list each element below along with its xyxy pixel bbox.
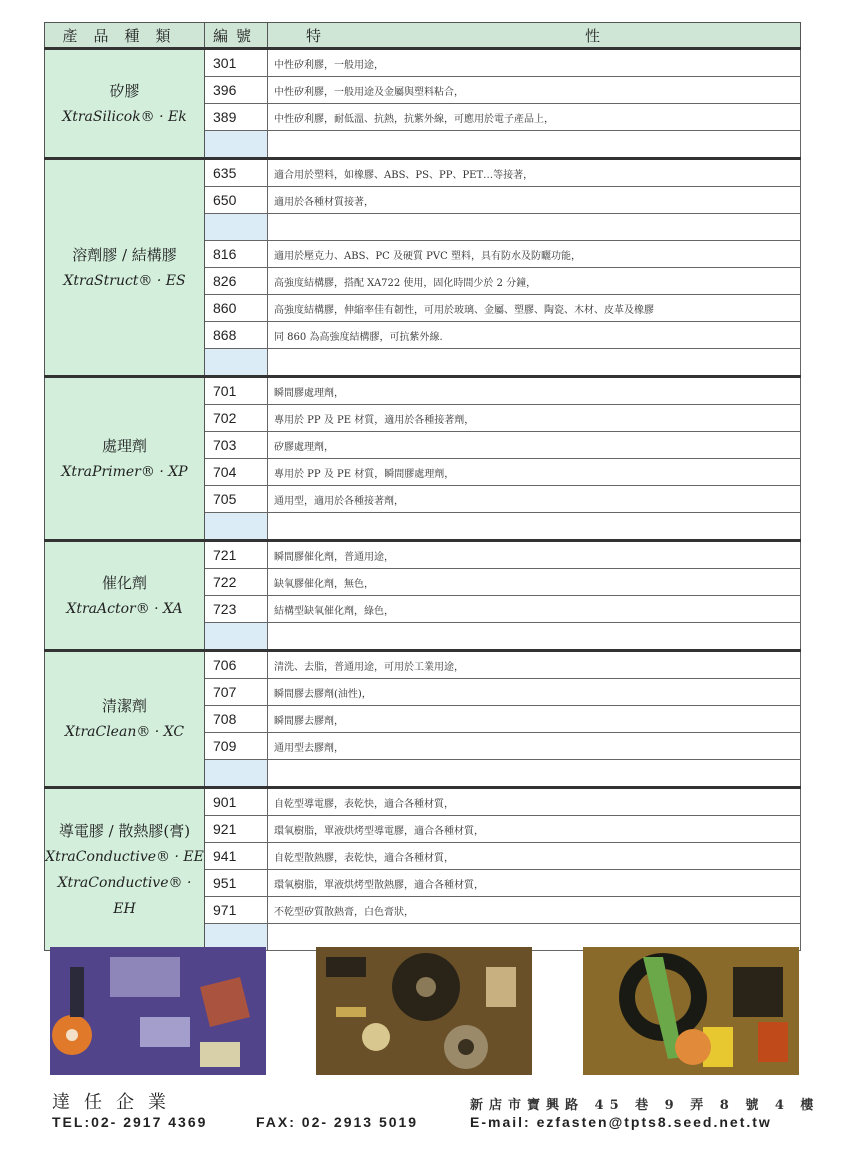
category-cell xyxy=(45,377,205,541)
header-feature xyxy=(268,23,801,49)
product-feature: 缺氧膠催化劑，無色， xyxy=(268,569,801,596)
category-cell xyxy=(45,49,205,159)
product-feature xyxy=(268,760,801,788)
product-feature: 瞬間膠去膠劑(油性)， xyxy=(268,679,801,706)
product-code: 951 xyxy=(205,870,268,897)
category-name: 導電膠 / 散熱膠(膏) xyxy=(58,821,191,840)
product-feature xyxy=(268,214,801,241)
product-code: 701 xyxy=(205,377,268,405)
product-feature xyxy=(268,349,801,377)
table-header-row xyxy=(45,23,801,49)
category-cell xyxy=(45,788,205,951)
product-feature: 專用於 PP 及 PE 材質，瞬間膠處理劑， xyxy=(268,459,801,486)
category-brand: XtraClean® · XC xyxy=(64,724,185,740)
table-body xyxy=(45,49,801,951)
product-code: 723 xyxy=(205,596,268,623)
header-category: 產品種類 xyxy=(45,23,205,49)
table-row xyxy=(45,377,801,405)
table-row xyxy=(45,541,801,569)
product-code: 826 xyxy=(205,268,268,295)
category-cell xyxy=(45,541,205,651)
category-name: 溶劑膠 / 結構膠 xyxy=(72,245,177,264)
product-feature: 中性矽利膠，耐低溫、抗熱，抗紫外線，可應用於電子產品上， xyxy=(268,104,801,131)
product-code: 708 xyxy=(205,706,268,733)
product-code: 702 xyxy=(205,405,268,432)
product-code: 860 xyxy=(205,295,268,322)
product-code: 707 xyxy=(205,679,268,706)
product-code: 650 xyxy=(205,187,268,214)
category-brand: XtraConductive® · EE xyxy=(45,848,204,865)
product-feature: 不乾型矽質散熱膏，白色膏狀， xyxy=(268,897,801,924)
product-code: 921 xyxy=(205,816,268,843)
category-cell xyxy=(45,651,205,788)
category-brand: XtraPrimer® · XP xyxy=(61,463,188,480)
product-code: 706 xyxy=(205,651,268,679)
product-feature: 中性矽利膠，一般用途及金屬與塑料粘合， xyxy=(268,77,801,104)
product-feature: 同 860 為高強度結構膠，可抗紫外線. xyxy=(268,322,801,349)
product-code: 971 xyxy=(205,897,268,924)
product-feature: 適用於各種材質接著， xyxy=(268,187,801,214)
category-name: 清潔劑 xyxy=(101,697,147,715)
product-code: 868 xyxy=(205,322,268,349)
product-feature: 瞬間膠去膠劑， xyxy=(268,706,801,733)
product-code xyxy=(205,131,268,159)
product-feature: 環氧樹脂，單液烘烤型散熱膠，適合各種材質， xyxy=(268,870,801,897)
product-code xyxy=(205,513,268,541)
product-feature: 自乾型導電膠，表乾快，適合各種材質， xyxy=(268,788,801,816)
product-feature: 瞬間膠處理劑， xyxy=(268,377,801,405)
product-feature: 適合用於塑料，如橡膠、ABS、PS、PP、PET…等接著， xyxy=(268,159,801,187)
product-feature: 通用型，適用於各種接著劑， xyxy=(268,486,801,513)
product-feature: 適用於壓克力、ABS、PC 及硬質 PVC 塑料，具有防水及防曬功能， xyxy=(268,241,801,268)
product-feature: 環氧樹脂，單液烘烤型導電膠，適合各種材質， xyxy=(268,816,801,843)
product-code xyxy=(205,760,268,788)
table-row xyxy=(45,788,801,816)
product-feature: 自乾型散熱膠，表乾快，適合各種材質， xyxy=(268,843,801,870)
category-brand: XtraSilicok® · Ek xyxy=(62,108,187,125)
product-code: 721 xyxy=(205,541,268,569)
category-cell xyxy=(45,159,205,377)
product-code: 722 xyxy=(205,569,268,596)
product-code: 301 xyxy=(205,49,268,77)
product-feature: 瞬間膠催化劑，普通用途， xyxy=(268,541,801,569)
category-brand: XtraStruct® · ES xyxy=(63,272,186,289)
product-code: 389 xyxy=(205,104,268,131)
table-row xyxy=(45,651,801,679)
product-feature: 清洗、去脂，普通用途，可用於工業用途， xyxy=(268,651,801,679)
product-feature: 中性矽利膠，一般用途， xyxy=(268,49,801,77)
product-code: 705 xyxy=(205,486,268,513)
table-row xyxy=(45,159,801,187)
product-feature: 高強度結構膠，伸縮率佳有韌性，可用於玻璃、金屬、塑膠、陶瓷、木材、皮革及橡膠 xyxy=(268,295,801,322)
product-code: 704 xyxy=(205,459,268,486)
product-feature xyxy=(268,513,801,541)
header-feature-2: 性 xyxy=(585,26,601,45)
category-name: 矽膠 xyxy=(109,81,140,100)
product-feature xyxy=(268,623,801,651)
product-table-container xyxy=(44,22,800,951)
product-code: 635 xyxy=(205,159,268,187)
product-code xyxy=(205,349,268,377)
product-table xyxy=(44,22,801,951)
phone-number: TEL:02- 2917 4369 xyxy=(52,1114,208,1130)
company-name: 達任企業 xyxy=(52,1092,180,1113)
email-address: E-mail: ezfasten@tpts8.seed.net.tw xyxy=(470,1114,772,1130)
product-code xyxy=(205,214,268,241)
header-code: 編號 xyxy=(205,23,268,49)
product-code: 941 xyxy=(205,843,268,870)
product-feature: 專用於 PP 及 PE 材質，適用於各種接著劑， xyxy=(268,405,801,432)
product-code: 396 xyxy=(205,77,268,104)
product-photo-1 xyxy=(50,947,266,1075)
company-address: 新店市寶興路 45 巷 9 弄 8 號 4 樓 xyxy=(470,1098,820,1113)
product-code: 703 xyxy=(205,432,268,459)
category-name: 催化劑 xyxy=(101,573,147,592)
product-feature: 結構型缺氧催化劑，綠色， xyxy=(268,596,801,623)
category-name: 處理劑 xyxy=(101,436,147,455)
product-photo-2 xyxy=(316,947,532,1075)
table-row xyxy=(45,49,801,77)
product-feature: 通用型去膠劑， xyxy=(268,733,801,760)
product-code: 816 xyxy=(205,241,268,268)
category-brand: XtraConductive® · EH xyxy=(57,874,192,917)
product-code: 901 xyxy=(205,788,268,816)
product-code xyxy=(205,623,268,651)
fax-number: FAX: 02- 2913 5019 xyxy=(256,1114,419,1130)
product-code: 709 xyxy=(205,733,268,760)
photo-strip xyxy=(0,947,849,1075)
product-photo-3 xyxy=(583,947,799,1075)
product-feature xyxy=(268,131,801,159)
header-feature-1: 特 xyxy=(306,26,322,45)
category-brand: XtraActor® · XA xyxy=(66,600,183,617)
product-feature: 矽膠處理劑， xyxy=(268,432,801,459)
product-feature: 高強度結構膠，搭配 XA722 使用，固化時間少於 2 分鐘， xyxy=(268,268,801,295)
